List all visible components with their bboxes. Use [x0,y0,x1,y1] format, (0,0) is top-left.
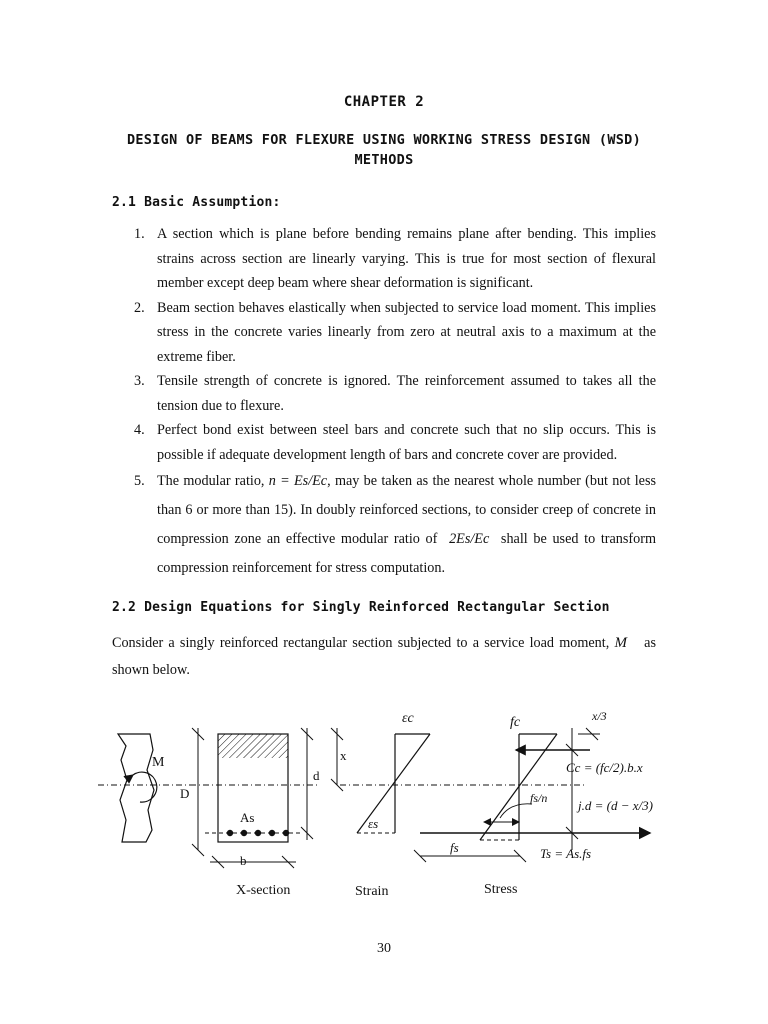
steel-stress-over-n-label: fs/n [530,791,548,805]
chapter-heading: CHAPTER 2 [343,94,425,110]
effective-modular-ratio-formula: 2Es/Ec [449,531,490,547]
neutral-axis-depth-label: x [340,748,347,763]
moment-label: M [152,755,165,770]
concrete-stress-label: fc [510,715,521,730]
beam-section-diagram [0,690,768,930]
x-section-caption: X-section [236,883,291,898]
steel-stress-label: fs [450,840,459,855]
chapter-title: DESIGN OF BEAMS FOR FLEXURE USING WORKING STRESS DESIGN (WSD) METHODS [126,132,642,168]
lever-arm-label: j.d = (d − x/3) [578,798,653,813]
width-b-label: b [240,853,247,868]
modular-ratio-formula: n = Es/Ec [268,473,328,489]
strain-concrete-label: εc [402,711,414,726]
list-item: 2. Beam section behaves elastically when subjected to service load moment. This implies stress in the concrete varies linearly from zero at neutral axis to a maximum at the extreme fiber. [134,299,656,365]
strain-steel-label: εs [368,816,379,831]
effective-depth-d-label: d [313,768,320,783]
strain-diagram [340,711,470,899]
list-item: 5. The modular ratio, n = Es/Ec, may be taken as the nearest whole number (but not less than 6 or more than 15). In doubly reinforced sections, to consider creep of concrete in compression zone an effective modular ratio of 2Es/Ec shall be used to transform compression reinforcement for stress computation. [134,473,657,576]
depth-D-label: D [180,786,190,801]
x-over-3-label: x/3 [592,709,607,723]
stress-caption: Stress [484,882,518,897]
compression-force-label: Cc = (fc/2).b.x [566,760,643,775]
list-item: 1. A section which is plane before bending remains plane after bending. This implies strains across section are linearly varying. This is true for most section of flexural member except deep beam where shear deformation is significant. [134,226,656,291]
tension-force-label: Ts = As.fs [540,846,592,861]
list-item: 3. Tensile strength of concrete is ignored. The reinforcement assumed to takes all the tension due to flexure. [134,373,656,414]
beam-elevation [98,734,190,842]
cross-section [180,728,347,898]
steel-area-label: As [240,810,255,825]
assumption-list [112,222,656,583]
intro-paragraph: Consider a singly reinforced rectangular section subjected to a service load moment, M as shown below. [112,635,656,678]
strain-caption: Strain [355,884,389,899]
stress-diagram [414,709,653,897]
list-item: 4. Perfect bond exist between steel bars and concrete such that no slip occurs. This is possible if adequate development length of bars and concrete cover are provided. [134,422,656,463]
section-heading-design-equations: 2.2 Design Equations for Singly Reinforced Rectangular Section [112,600,610,615]
section-heading-basic-assumption: 2.1 Basic Assumption: [112,195,281,210]
page-number: 30 [377,941,391,956]
